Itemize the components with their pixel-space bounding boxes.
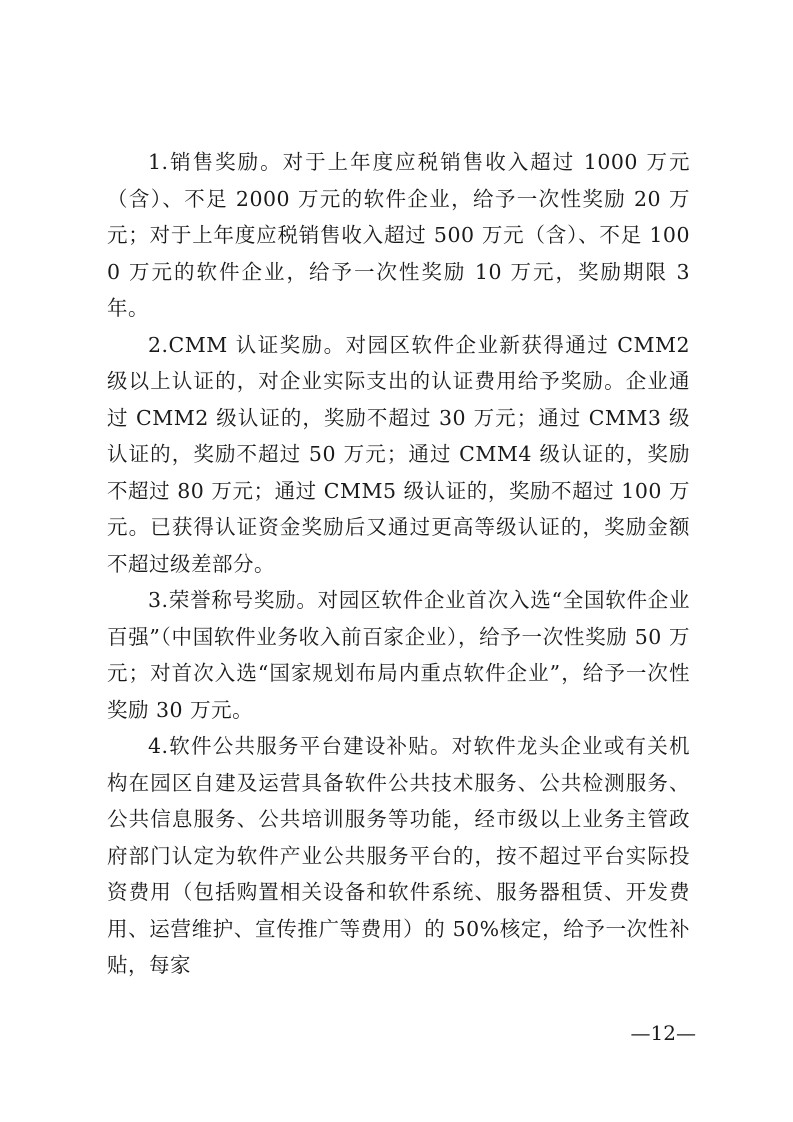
paragraph-platform-subsidy: 4.软件公共服务平台建设补贴。对软件龙头企业或有关机构在园区自建及运营具备软件公共技术服务、公共检测服务、公共信息服务、公共培训服务等功能，经市级以上业务主管政府部门认定为软件产业公共服务平台的，按不超过平台实际投资费用（包括购置相关设备和软件系统、服务器租赁、开发费用、运营维护、宣传推广等费用）的 50%核定，给予一次性补贴，每家 (107, 734, 690, 977)
paragraph-sales-award: 1.销售奖励。对于上年度应税销售收入超过 1000 万元（含）、不足 2000 万元的软件企业，给予一次性奖励 20 万元；对于上年度应税销售收入超过 500 万元（含）、不足 1000 万元的软件企业，给予一次性奖励 10 万元，奖励期限 3 年。 (107, 150, 690, 320)
paragraph-honor-award: 3.荣誉称号奖励。对园区软件企业首次入选“全国软件企业百强”（中国软件业务收入前百家企业），给予一次性奖励 50 万元；对首次入选“国家规划布局内重点软件企业”，给予一次性奖励 30 万元。 (107, 588, 690, 722)
body-text (107, 144, 690, 984)
page-number: —12— (630, 1021, 696, 1045)
paragraph-cmm-award: 2.CMM 认证奖励。对园区软件企业新获得通过 CMM2 级以上认证的，对企业实际支出的认证费用给予奖励。企业通过 CMM2 级认证的，奖励不超过 30 万元；通过 CMM3 级认证的，奖励不超过 50 万元；通过 CMM4 级认证的，奖励不超过 80 万元；通过 CMM5 级认证的，奖励不超过 100 万元。已获得认证资金奖励后又通过更高等级认证的，奖励金额不超过级差部分。 (107, 332, 690, 576)
